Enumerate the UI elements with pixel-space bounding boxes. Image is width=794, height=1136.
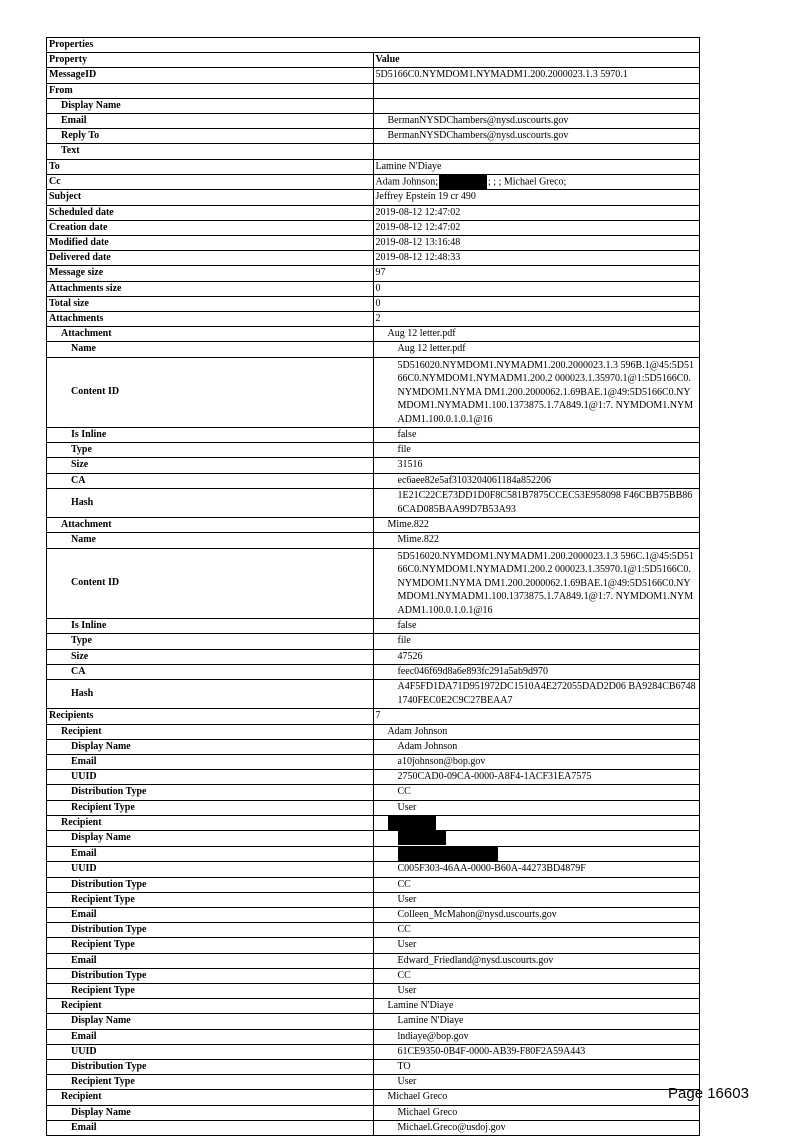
table-row (47, 428, 700, 443)
property-name: Name (47, 533, 374, 548)
property-name: Display Name (47, 98, 374, 113)
redaction-bar (398, 847, 498, 861)
property-value: 2750CAD0-09CA-0000-A8F4-1ACF31EA7575 (373, 770, 700, 785)
redaction-bar (398, 831, 446, 845)
table-row (47, 174, 700, 190)
property-name: Delivered date (47, 251, 374, 266)
property-value: CC (373, 968, 700, 983)
page-number: Page 16603 (668, 1085, 749, 1102)
table-row (47, 144, 700, 159)
property-name: Is Inline (47, 619, 374, 634)
property-value: Mime.822 (373, 518, 700, 533)
column-header-property: Property (47, 53, 374, 68)
cc-value-part: Adam Johnson; (375, 176, 438, 188)
table-row (47, 680, 700, 709)
property-name: Content ID (47, 548, 374, 619)
table-row (47, 815, 700, 831)
property-value: Jeffrey Epstein 19 cr 490 (373, 190, 700, 205)
property-name: Recipient (47, 999, 374, 1014)
property-name: Attachments size (47, 281, 374, 296)
redaction-bar (388, 816, 436, 830)
table-row (47, 83, 700, 98)
table-row (47, 649, 700, 664)
property-name: From (47, 83, 374, 98)
table-row (47, 1029, 700, 1044)
table-row (47, 114, 700, 129)
property-value: Michael.Greco@usdoj.gov (373, 1120, 700, 1135)
table-row (47, 892, 700, 907)
table-row (47, 443, 700, 458)
table-row (47, 1014, 700, 1029)
property-name: Message size (47, 266, 374, 281)
property-name: Text (47, 144, 374, 159)
property-name: Recipient Type (47, 800, 374, 815)
property-name: CA (47, 664, 374, 679)
property-value: Lamine N'Diaye (373, 1014, 700, 1029)
property-value: file (373, 443, 700, 458)
property-value: CC (373, 785, 700, 800)
properties-table (46, 37, 700, 1136)
property-name: Attachments (47, 311, 374, 326)
property-name: To (47, 159, 374, 174)
property-value: BermanNYSDChambers@nysd.uscourts.gov (373, 114, 700, 129)
property-value (373, 174, 700, 190)
property-value: TO (373, 1059, 700, 1074)
table-row (47, 755, 700, 770)
property-name: Email (47, 755, 374, 770)
property-value: 0 (373, 281, 700, 296)
property-name: Distribution Type (47, 785, 374, 800)
property-name: Total size (47, 296, 374, 311)
table-row (47, 739, 700, 754)
property-value: a10johnson@bop.gov (373, 755, 700, 770)
property-value: 2 (373, 311, 700, 326)
property-value: CC (373, 923, 700, 938)
property-name: Modified date (47, 235, 374, 250)
table-row (47, 846, 700, 862)
property-value: 5D516020.NYMDOM1.NYMADM1.200.2000023.1.3 596B.1@45:5D5166C0.NYMDOM1.NYMADM1.200.2 000023.1.35970.1@1:5D5166C0.NYMDOM1.NYMA DM1.200.2000062.1.69BAE.1@49:5D5166C0.NY MDOM1.NYMADM1.100.1373875.1.7A849.1@1:7. NYMDOM1.NYMADM1.100.0.1.0.1@16 (373, 357, 700, 428)
property-name: MessageID (47, 68, 374, 83)
properties-table-body (47, 38, 700, 1136)
table-row (47, 619, 700, 634)
table-row (47, 296, 700, 311)
property-value: file (373, 634, 700, 649)
property-value: false (373, 428, 700, 443)
column-header-value: Value (373, 53, 700, 68)
table-row (47, 831, 700, 847)
property-name: Subject (47, 190, 374, 205)
property-name: Distribution Type (47, 968, 374, 983)
property-name: Recipient (47, 815, 374, 831)
property-value: BermanNYSDChambers@nysd.uscourts.gov (373, 129, 700, 144)
table-row (47, 251, 700, 266)
table-row (47, 533, 700, 548)
property-value: Aug 12 letter.pdf (373, 342, 700, 357)
property-value: ec6aee82e5af3103204061184a852206 (373, 473, 700, 488)
property-name: Scheduled date (47, 205, 374, 220)
property-name: Is Inline (47, 428, 374, 443)
property-value: A4F5FD1DA71D951972DC1510A4E272055DAD2D06 BA9284CB67481740FEC0E2C9C27BEAA7 (373, 680, 700, 709)
table-row (47, 342, 700, 357)
property-name: Attachment (47, 518, 374, 533)
property-name: Name (47, 342, 374, 357)
property-value: User (373, 938, 700, 953)
property-name: Recipient Type (47, 983, 374, 998)
property-value: Edward_Friedland@nysd.uscourts.gov (373, 953, 700, 968)
property-value: User (373, 892, 700, 907)
table-row (47, 983, 700, 998)
property-value (373, 846, 700, 862)
table-row (47, 311, 700, 326)
property-value: 2019-08-12 13:16:48 (373, 235, 700, 250)
property-name: Content ID (47, 357, 374, 428)
table-row (47, 458, 700, 473)
property-name: Attachment (47, 327, 374, 342)
cc-value-part: ; ; ; Michael Greco; (488, 176, 567, 188)
property-name: Email (47, 1029, 374, 1044)
property-value: 7 (373, 709, 700, 724)
property-name: Recipient (47, 1090, 374, 1105)
property-name: Email (47, 114, 374, 129)
table-row (47, 999, 700, 1014)
property-name: UUID (47, 1044, 374, 1059)
property-value: C005F303-46AA-0000-B60A-44273BD4879F (373, 862, 700, 877)
property-value: 0 (373, 296, 700, 311)
property-value (373, 98, 700, 113)
property-name: Type (47, 443, 374, 458)
table-row (47, 488, 700, 517)
property-value: Michael Greco (373, 1105, 700, 1120)
table-row (47, 877, 700, 892)
property-value (373, 144, 700, 159)
table-row (47, 159, 700, 174)
property-name: Creation date (47, 220, 374, 235)
property-name: Recipients (47, 709, 374, 724)
property-value: 2019-08-12 12:48:33 (373, 251, 700, 266)
table-row (47, 38, 700, 53)
table-row (47, 68, 700, 83)
property-name: Reply To (47, 129, 374, 144)
redaction-bar (439, 175, 487, 189)
property-name: Email (47, 1120, 374, 1135)
table-row (47, 634, 700, 649)
property-name: Recipient (47, 724, 374, 739)
table-row (47, 548, 700, 619)
property-name: Display Name (47, 1105, 374, 1120)
table-title: Properties (47, 38, 700, 53)
property-name: Email (47, 846, 374, 862)
property-value: User (373, 800, 700, 815)
property-name: Display Name (47, 831, 374, 847)
property-value: Colleen_McMahon@nysd.uscourts.gov (373, 907, 700, 922)
table-row (47, 938, 700, 953)
property-value: 2019-08-12 12:47:02 (373, 220, 700, 235)
table-row (47, 907, 700, 922)
property-name: Recipient Type (47, 892, 374, 907)
table-row (47, 190, 700, 205)
table-row (47, 266, 700, 281)
property-value: false (373, 619, 700, 634)
table-row (47, 98, 700, 113)
property-value (373, 831, 700, 847)
property-value: User (373, 983, 700, 998)
property-name: Email (47, 907, 374, 922)
property-name: CA (47, 473, 374, 488)
table-row (47, 518, 700, 533)
property-name: Recipient Type (47, 1075, 374, 1090)
property-value: Adam Johnson (373, 724, 700, 739)
table-row (47, 785, 700, 800)
table-row (47, 800, 700, 815)
property-name: Hash (47, 488, 374, 517)
property-value: feec046f69d8a6e893fc291a5ab9d970 (373, 664, 700, 679)
property-name: Recipient Type (47, 938, 374, 953)
property-name: Hash (47, 680, 374, 709)
property-name: Distribution Type (47, 1059, 374, 1074)
table-row (47, 923, 700, 938)
table-row (47, 664, 700, 679)
property-value: Mime.822 (373, 533, 700, 548)
property-value: 61CE9350-0B4F-0000-AB39-F80F2A59A443 (373, 1044, 700, 1059)
property-name: Size (47, 458, 374, 473)
table-row (47, 1075, 700, 1090)
property-value: Lamine N'Diaye (373, 159, 700, 174)
table-row (47, 129, 700, 144)
table-row (47, 357, 700, 428)
property-name: Type (47, 634, 374, 649)
table-row (47, 724, 700, 739)
property-value: 5D516020.NYMDOM1.NYMADM1.200.2000023.1.3 596C.1@45:5D5166C0.NYMDOM1.NYMADM1.200.2 000023.1.35970.1@1:5D5166C0.NYMDOM1.NYMA DM1.200.2000062.1.69BAE.1@49:5D5166C0.NY MDOM1.NYMADM1.100.1373875.1.7A849.1@1:7. NYMDOM1.NYMADM1.100.0.1.0.1@16 (373, 548, 700, 619)
property-value: 31516 (373, 458, 700, 473)
property-name: Distribution Type (47, 923, 374, 938)
table-row (47, 1090, 700, 1105)
table-row (47, 327, 700, 342)
property-value: 5D5166C0.NYMDOM1.NYMADM1.200.2000023.1.3 5970.1 (373, 68, 700, 83)
table-row (47, 281, 700, 296)
table-row (47, 1044, 700, 1059)
table-row (47, 1059, 700, 1074)
property-name: Email (47, 953, 374, 968)
property-value: Adam Johnson (373, 739, 700, 754)
table-row (47, 473, 700, 488)
property-value: 1E21C22CE73DD1D0F8C581B7875CCEC53E958098 F46CBB75BB866CAD085BAA99D7B53A93 (373, 488, 700, 517)
table-row (47, 235, 700, 250)
property-value: 47526 (373, 649, 700, 664)
table-row (47, 53, 700, 68)
table-row (47, 709, 700, 724)
table-row (47, 220, 700, 235)
property-value: 97 (373, 266, 700, 281)
property-name: Display Name (47, 739, 374, 754)
property-name: Distribution Type (47, 877, 374, 892)
property-value: Michael Greco (373, 1090, 700, 1105)
property-name: Cc (47, 174, 374, 190)
table-row (47, 862, 700, 877)
property-value (373, 815, 700, 831)
property-value: Aug 12 letter.pdf (373, 327, 700, 342)
property-name: Size (47, 649, 374, 664)
property-value: lndiaye@bop.gov (373, 1029, 700, 1044)
property-value: User (373, 1075, 700, 1090)
table-row (47, 953, 700, 968)
property-value: 2019-08-12 12:47:02 (373, 205, 700, 220)
table-row (47, 968, 700, 983)
property-value (373, 83, 700, 98)
table-row (47, 1105, 700, 1120)
table-row (47, 770, 700, 785)
property-value: Lamine N'Diaye (373, 999, 700, 1014)
property-name: UUID (47, 770, 374, 785)
property-name: UUID (47, 862, 374, 877)
table-row (47, 205, 700, 220)
property-name: Display Name (47, 1014, 374, 1029)
property-value: CC (373, 877, 700, 892)
